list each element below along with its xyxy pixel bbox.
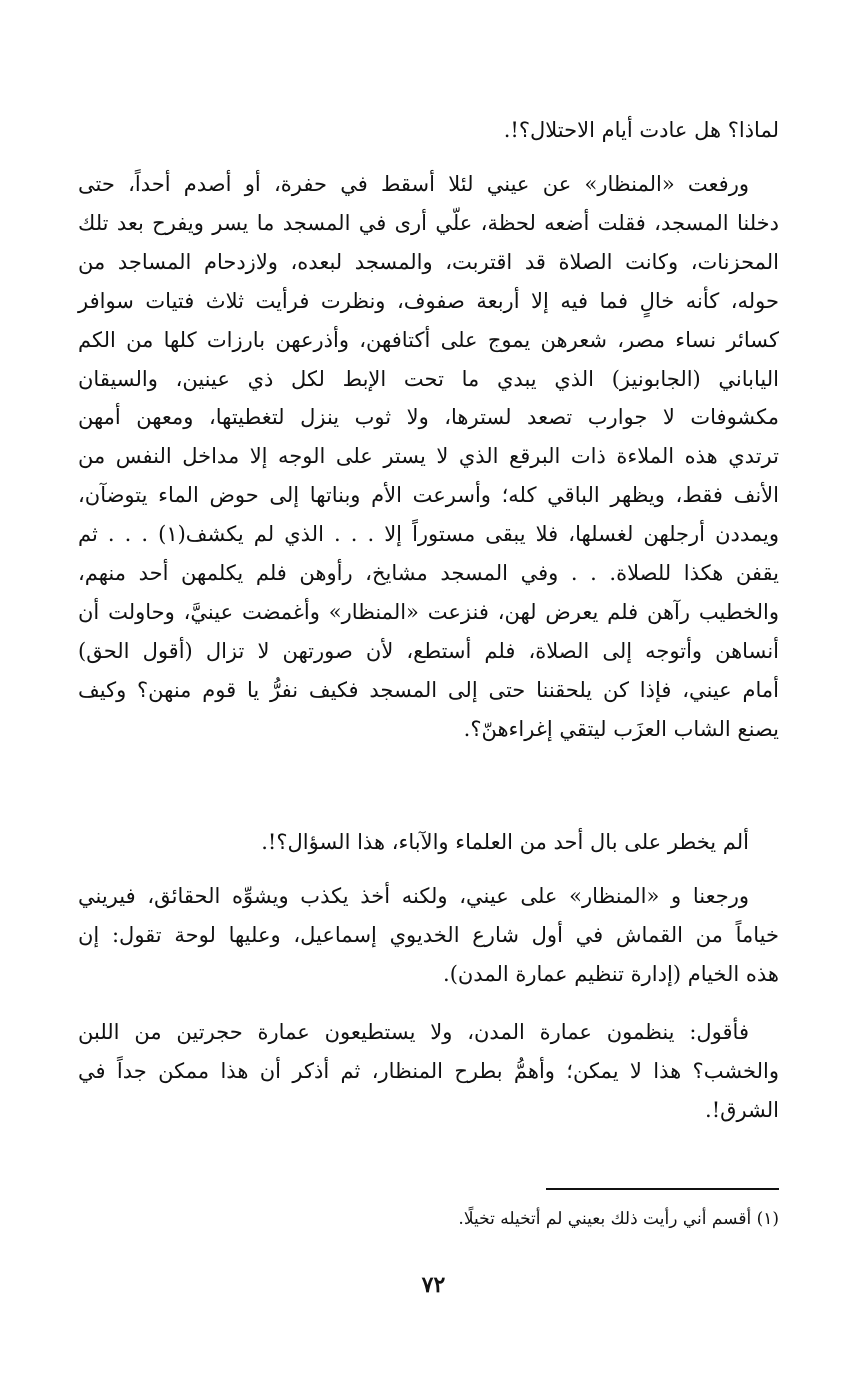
text-line: حوله، كأنه خالٍ فما فيه إلا أربعة صفوف، ونظرت فرأيت ثلاث فتيات سوافر bbox=[78, 288, 779, 313]
text-line: فأقول: ينظمون عمارة المدن، ولا يستطيعون عمارة حجرتين من اللبن bbox=[78, 1020, 749, 1044]
footnote-divider bbox=[546, 1188, 779, 1190]
text-line: يقفن هكذا للصلاة. . . وفي المسجد مشايخ، رأوهن فلم يكلمهن أحد منهم، bbox=[78, 561, 779, 586]
text-line: ترتدي هذه الملاءة ذات البرقع الذي لا يستر على الوجه إلا مداخل النفس من bbox=[78, 444, 779, 469]
text-line: هذه الخيام (إدارة تنظيم عمارة المدن). bbox=[443, 961, 779, 986]
paragraph-5 bbox=[78, 1013, 779, 1130]
text-line: لماذا؟ هل عادت أيام الاحتلال؟!. bbox=[503, 118, 779, 142]
text-line: الشرق!. bbox=[705, 1097, 779, 1122]
text-line: ويمددن أرجلهن لغسلها، فلا يبقى مستوراً إلا . . . الذي لم يكشف(١) . . . ثم bbox=[78, 522, 779, 547]
text-line: والخطيب رآهن فلم يعرض لهن، فنزعت «المنظار» وأغمضت عينيَّ، وحاولت أن bbox=[78, 599, 779, 624]
text-line: خياماً من القماش في أول شارع الخديوي إسماعيل، وعليها لوحة تقول: إن bbox=[78, 922, 779, 947]
paragraph-3 bbox=[78, 823, 779, 862]
page-number: ٧٢ bbox=[421, 1272, 446, 1298]
text-line: كسائر نساء مصر، شعرهن يموج على أكتافهن، وأذرعهن بارزات كلها من الكم bbox=[78, 327, 779, 352]
footnote: (١) أقسم أني رأيت ذلك بعيني لم أتخيله تخيلًا. bbox=[458, 1209, 779, 1229]
text-line: أنساهن وأتوجه إلى الصلاة، فلم أستطع، لأن صورتهن لا تزال (أقول الحق) bbox=[78, 638, 779, 663]
text-line: ورفعت «المنظار» عن عيني لئلا أسقط في حفرة، أو أصدم أحداً، حتى bbox=[78, 172, 749, 196]
text-line: ورجعنا و «المنظار» على عيني، ولكنه أخذ يكذب ويشوِّه الحقائق، فيريني bbox=[78, 884, 749, 908]
text-line: المحزنات، وكانت الصلاة قد اقتربت، والمسجد لبعده، ولازدحام المساجد من bbox=[78, 249, 779, 274]
text-line: الأنف فقط، ويظهر الباقي كله؛ وأسرعت الأم وبناتها إلى حوض الماء يتوضآن، bbox=[78, 483, 779, 508]
paragraph-2 bbox=[78, 165, 779, 749]
text-line: مكشوفات لا جوارب تصعد لسترها، ولا ثوب ينزل لتغطيتها، ومعهن أمهن bbox=[78, 405, 779, 430]
text-line: دخلنا المسجد، فقلت أضعه لحظة، علّي أرى في المسجد ما يسر ويفرح بعد تلك bbox=[78, 210, 779, 235]
text-line: الياباني (الجابونيز) الذي يبدي ما تحت الإبط لكل ذي عينين، والسيقان bbox=[78, 366, 779, 391]
text-line: يصنع الشاب العزَب ليتقي إغراءهنّ؟. bbox=[463, 716, 779, 741]
paragraph-4 bbox=[78, 877, 779, 994]
paragraph-1 bbox=[78, 111, 779, 150]
text-line: ألم يخطر على بال أحد من العلماء والآباء، هذا السؤال؟!. bbox=[261, 830, 749, 854]
text-line: والخشب؟ هذا لا يمكن؛ وأهمُّ بطرح المنظار، ثم أذكر أن هذا ممكن جداً في bbox=[78, 1058, 779, 1083]
text-line: أمام عيني، فإذا كن يلحقننا حتى إلى المسجد فكيف نفرُّ يا قوم منهن؟ وكيف bbox=[78, 677, 779, 702]
